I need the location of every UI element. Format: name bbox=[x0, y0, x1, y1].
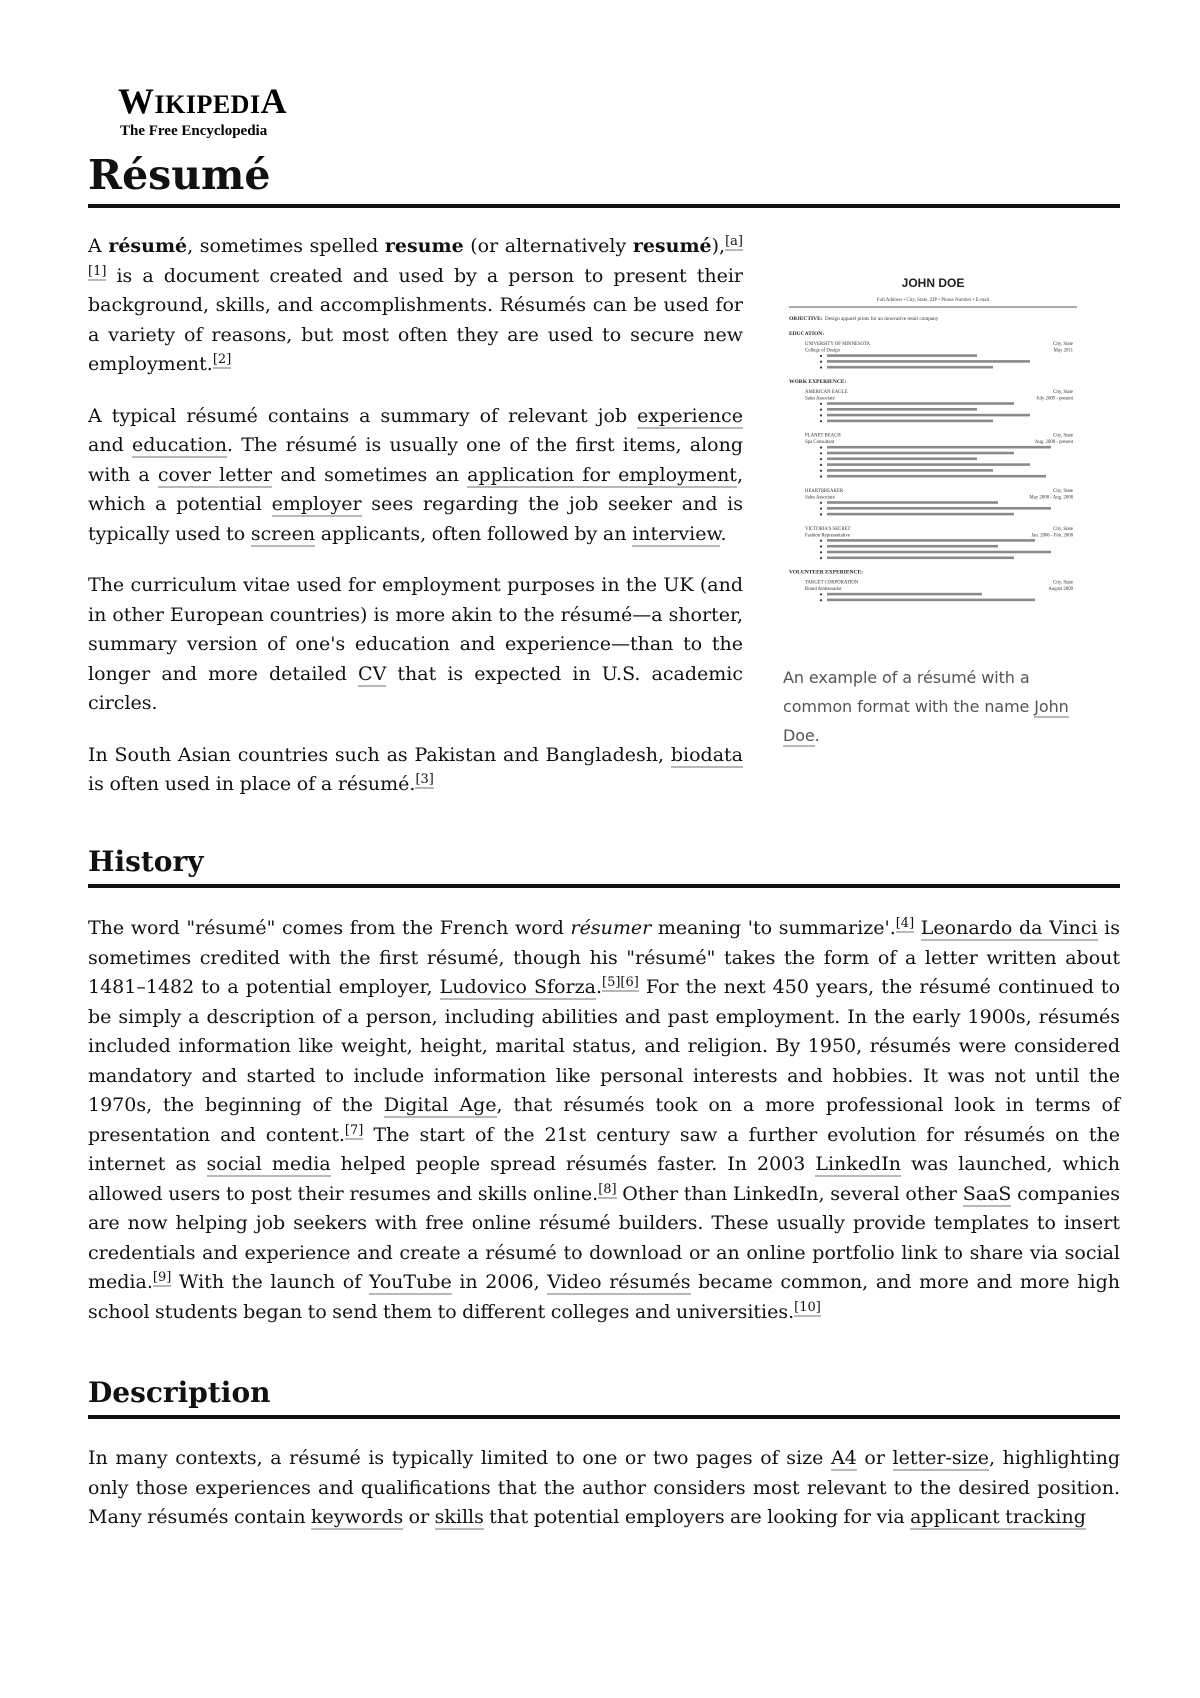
article-link[interactable]: screen bbox=[250, 522, 316, 545]
citation-link[interactable]: [6] bbox=[620, 975, 639, 990]
resume-bullet bbox=[820, 361, 822, 363]
caption-link-john-doe[interactable]: John Doe bbox=[783, 697, 1069, 745]
citation-link[interactable]: [9] bbox=[152, 1270, 172, 1285]
article-link[interactable]: social media bbox=[206, 1153, 331, 1175]
resume-bullet bbox=[820, 420, 822, 422]
resume-entry-role: College of Design bbox=[805, 348, 840, 354]
resume-entry-org: AMERICAN EAGLE bbox=[805, 389, 848, 395]
resume-contact: Full Address • City, State, ZIP • Phone Number • E-mail bbox=[876, 298, 990, 303]
resume-entry-date: Aug. 2008 - present bbox=[1034, 440, 1073, 446]
citation-ref bbox=[725, 234, 743, 251]
article-link[interactable]: letter-size bbox=[892, 1447, 989, 1469]
resume-bullet-line bbox=[827, 463, 1030, 466]
resume-bullet bbox=[820, 557, 822, 559]
resume-bullet-line bbox=[827, 539, 1035, 542]
article-link[interactable]: skills bbox=[434, 1506, 484, 1528]
resume-entry-date: May 2008 - Aug. 2008 bbox=[1029, 495, 1073, 501]
citation-ref bbox=[896, 916, 914, 933]
resume-bullet bbox=[820, 545, 822, 547]
resume-name: JOHN DOE bbox=[901, 276, 965, 290]
citation-link[interactable]: [3] bbox=[415, 772, 434, 787]
resume-bullet-line bbox=[827, 420, 993, 423]
citation-link[interactable]: [10] bbox=[794, 1299, 821, 1315]
resume-bullet bbox=[820, 446, 822, 448]
article-link[interactable]: keywords bbox=[311, 1506, 404, 1528]
citation-link[interactable]: [1] bbox=[88, 263, 107, 279]
resume-bullet-line bbox=[827, 475, 1046, 478]
bold-term: resumé bbox=[632, 235, 712, 257]
citation-ref bbox=[620, 975, 638, 992]
resume-bullet bbox=[820, 475, 822, 477]
article-link[interactable]: CV bbox=[358, 662, 387, 685]
resume-bullet-line bbox=[827, 469, 993, 472]
resume-bullet bbox=[820, 593, 822, 595]
resume-objective: Design apparel prints for an innovative retail company bbox=[825, 316, 939, 322]
article-link[interactable]: LinkedIn bbox=[815, 1153, 901, 1175]
lead-paragraph: The curriculum vitae used for employment purposes in the UK (and in other European countries) is more akin to the résumé—a shorter, summary version of one's education and experience—than to the longer and more detailed CV that is expected in U.S. academic circles. bbox=[88, 574, 743, 714]
italic-term: résumer bbox=[570, 917, 652, 939]
article-link[interactable]: applicant tracking bbox=[910, 1506, 1086, 1528]
resume-bullet-line bbox=[827, 446, 1051, 449]
resume-bullet-line bbox=[827, 408, 977, 411]
resume-bullet-line bbox=[827, 551, 1051, 554]
article-link[interactable]: experience bbox=[637, 404, 743, 427]
resume-bullet-line bbox=[827, 354, 977, 357]
citation-ref bbox=[598, 1182, 616, 1199]
resume-bullet bbox=[820, 355, 822, 357]
resume-bullet-line bbox=[827, 593, 982, 596]
resume-bullet bbox=[820, 464, 822, 466]
article-link[interactable]: Digital Age bbox=[383, 1094, 497, 1116]
history-section bbox=[88, 914, 1120, 1349]
article-link[interactable]: YouTube bbox=[368, 1271, 452, 1293]
section-heading-description: Description bbox=[88, 1373, 1120, 1419]
caption-text-end: . bbox=[814, 726, 820, 745]
description-paragraph: In many contexts, a résumé is typically limited to one or two pages of size A4 or letter-size, highlighting only those experiences and qualifications that the author considers most relevant to the desired position. Many résumés contain keywords or skills that potential employers are looking for via applicant tracking bbox=[88, 1447, 1120, 1528]
page-title: Résumé bbox=[88, 150, 1120, 208]
article-link[interactable]: Video résumés bbox=[547, 1271, 691, 1293]
resume-bullet bbox=[820, 452, 822, 454]
resume-entry-date: July 2009 - present bbox=[1036, 396, 1073, 402]
resume-entry-location: City, State bbox=[1053, 526, 1073, 532]
resume-bullet-line bbox=[827, 513, 1014, 516]
citation-ref bbox=[213, 352, 231, 369]
article-link[interactable]: A4 bbox=[831, 1447, 857, 1469]
resume-entry-date: Jan. 2006 - Feb. 2008 bbox=[1031, 533, 1073, 539]
resume-entry-location: City, State bbox=[1053, 389, 1073, 395]
history-paragraph: The word "résumé" comes from the French word résumer meaning 'to summarize'.[4] Leonardo da Vinci is sometimes credited with the first résumé, though his "résumé" takes the form of a letter written about 1481–1482 to a potential employer, Ludovico Sforza.[5][6] For the next 450 years, the résumé continued to be simply a description of a person, including abilities and past employment. In the early 1900s, résumés included information like weight, height, marital status, and religion. By 1950, résumés were considered mandatory and started to include information like personal interests and hobbies. It was not until the 1970s, the beginning of the Digital Age, that résumés took on a more professional look in terms of presentation and content.[7] The start of the 21st century saw a further evolution for résumés on the internet as social media helped people spread résumés faster. In 2003 LinkedIn was launched, which allowed users to post their resumes and skills online.[8] Other than LinkedIn, several other SaaS companies are now helping job seekers with free online résumé builders. These usually provide templates to insert credentials and experience and create a résumé to download or an online portfolio link to share via social media.[9] With the launch of YouTube in 2006, Video résumés became common, and more and more high school students began to send them to different colleges and universities.[10] bbox=[88, 916, 1121, 1323]
resume-entry-org: TARGET CORPORATION bbox=[805, 580, 859, 586]
section-heading-history: History bbox=[88, 842, 1120, 888]
resume-bullet-line bbox=[827, 360, 1030, 363]
resume-bullet bbox=[820, 366, 822, 368]
article-link[interactable]: biodata bbox=[670, 743, 743, 766]
article-link[interactable]: employer bbox=[271, 493, 362, 515]
resume-section-label: WORK EXPERIENCE: bbox=[789, 378, 847, 385]
resume-entry-date: August 2009 bbox=[1048, 587, 1073, 592]
bold-term: resume bbox=[384, 235, 464, 257]
citation-link[interactable]: [7] bbox=[344, 1122, 364, 1138]
lead-paragraph: In South Asian countries such as Pakistan and Bangladesh, biodata is often used in place of a résumé.[3] bbox=[88, 743, 743, 795]
resume-entry-location: City, State bbox=[1053, 488, 1073, 494]
resume-bullet bbox=[820, 540, 822, 542]
resume-entry-role: Sales Associate bbox=[805, 396, 835, 402]
caption-text: An example of a résumé with a common format with the name bbox=[783, 668, 1035, 716]
resume-bullet bbox=[820, 599, 822, 601]
resume-entry-role: Brand Ambassador bbox=[805, 587, 842, 592]
resume-bullet-line bbox=[827, 501, 998, 504]
infobox-figure bbox=[783, 265, 1123, 750]
resume-bullet-line bbox=[827, 402, 1014, 405]
article-link[interactable]: cover letter bbox=[157, 463, 273, 486]
resume-section-label: VOLUNTEER EXPERIENCE: bbox=[789, 569, 863, 576]
resume-bullet-line bbox=[827, 414, 1030, 417]
resume-entry-date: May 2011 bbox=[1053, 348, 1073, 354]
wikipedia-wordmark: WIKIPEDIA bbox=[118, 81, 288, 121]
citation-link[interactable]: [5] bbox=[602, 975, 621, 990]
resume-bullet bbox=[820, 470, 822, 472]
lead-paragraph: A résumé, sometimes spelled resume (or alternatively resumé),[a][1] is a document created and used by a person to present their background, skills, and accomplishments. Résumés can be used for a variety of reasons, but most often they are used to secure new employment.[2] bbox=[88, 234, 743, 375]
wikipedia-tagline: The Free Encyclopedia bbox=[120, 123, 268, 139]
resume-entry-org: PLANET BEACH bbox=[805, 433, 841, 439]
resume-bullet bbox=[820, 551, 822, 553]
citation-ref bbox=[153, 1270, 171, 1287]
resume-entry-org: VICTORIA'S SECRET bbox=[805, 526, 851, 532]
citation-link[interactable]: [4] bbox=[895, 916, 915, 931]
article-link[interactable]: education bbox=[131, 434, 227, 456]
article-link[interactable]: Leonardo da Vinci bbox=[920, 917, 1098, 939]
resume-entry-role: Fashion Representative bbox=[805, 533, 850, 539]
resume-entry-location: City, State bbox=[1053, 342, 1073, 347]
resume-bullet-line bbox=[827, 557, 1014, 560]
resume-bullet-line bbox=[827, 599, 1035, 602]
resume-bullet bbox=[820, 409, 822, 411]
citation-link[interactable]: [a] bbox=[725, 234, 743, 249]
figure-caption bbox=[783, 663, 1103, 750]
resume-objective-label: OBJECTIVE: bbox=[789, 316, 823, 322]
resume-entry-role: Sales Associate bbox=[805, 495, 835, 501]
resume-entry-location: City, State bbox=[1053, 433, 1073, 439]
citation-ref bbox=[88, 264, 106, 281]
resume-bullet bbox=[820, 458, 822, 460]
resume-entry-role: Spa Consultant bbox=[805, 440, 835, 446]
description-section bbox=[88, 1444, 1120, 1555]
article-link[interactable]: application for employment bbox=[467, 463, 737, 486]
article-link[interactable]: Ludovico Sforza bbox=[439, 976, 596, 998]
lead-section bbox=[88, 232, 743, 822]
citation-link[interactable]: [2] bbox=[212, 352, 232, 367]
citation-ref bbox=[345, 1123, 363, 1140]
resume-example-image[interactable] bbox=[783, 265, 1083, 655]
resume-section-label: EDUCATION: bbox=[789, 331, 825, 337]
wikipedia-logo[interactable] bbox=[118, 81, 318, 139]
citation-link[interactable]: [8] bbox=[598, 1181, 617, 1197]
citation-ref bbox=[794, 1300, 821, 1317]
resume-entry-location: City, State bbox=[1053, 580, 1073, 586]
resume-bullet-line bbox=[827, 458, 977, 461]
resume-bullet bbox=[820, 508, 822, 510]
resume-bullet bbox=[820, 513, 822, 515]
citation-ref bbox=[415, 772, 433, 789]
resume-bullet-line bbox=[827, 545, 998, 548]
resume-bullet-line bbox=[827, 507, 1051, 510]
citation-ref bbox=[602, 975, 620, 992]
resume-bullet bbox=[820, 403, 822, 405]
resume-bullet bbox=[820, 414, 822, 416]
article-link[interactable]: interview bbox=[632, 522, 721, 545]
article-link[interactable]: SaaS bbox=[962, 1182, 1012, 1205]
bold-term: résumé bbox=[108, 235, 188, 257]
resume-bullet-line bbox=[827, 452, 1014, 455]
resume-entry-org: UNIVERSITY OF MINNESOTA bbox=[805, 342, 870, 347]
lead-paragraph: A typical résumé contains a summary of relevant job experience and education. The résumé is usually one of the first items, along with a cover letter and sometimes an application for employment, which a potential employer sees regarding the job seeker and is typically used to screen applicants, often followed by an interview. bbox=[88, 404, 743, 545]
resume-bullet bbox=[820, 502, 822, 504]
resume-bullet-line bbox=[827, 366, 993, 369]
resume-entry-org: HEARTBREAKER bbox=[805, 488, 844, 494]
